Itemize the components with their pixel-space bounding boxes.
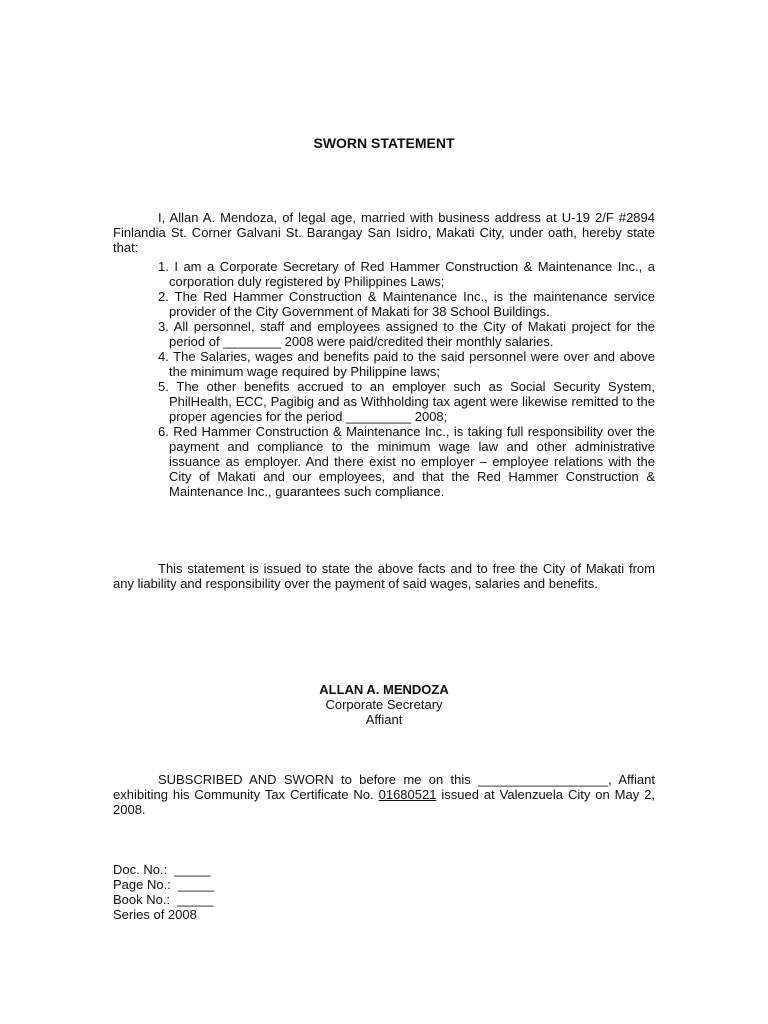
affiant-name: ALLAN A. MENDOZA <box>319 682 449 697</box>
document-title: SWORN STATEMENT <box>313 135 455 151</box>
statement-item: 4. The Salaries, wages and benefits paid to the said personnel were over and above the minimum wage required by Philippine laws; <box>158 349 655 379</box>
closing-paragraph: This statement is issued to state the above facts and to free the City of Makati from any liability and responsibility over the payment of said wages, salaries and benefits. <box>113 561 655 591</box>
statement-item: 5. The other benefits accrued to an employer such as Social Security System, PhilHealth, ECC, Pagibig and as Withholding tax agent were likewise remitted to the proper agencies for the period _________ 2008; <box>158 379 655 424</box>
jurat-text-after: issued at Valenzuela City on May 2, 2008. <box>113 787 655 817</box>
jurat-paragraph <box>113 772 655 817</box>
affiant-position: Corporate Secretary <box>325 697 443 712</box>
jurat-text-before: SUBSCRIBED AND SWORN to before me on this __________________, Affiant exhibiting his Community Tax Certificate No. <box>113 772 655 802</box>
statement-item: 2. The Red Hammer Construction & Maintenance Inc., is the maintenance service provider of the City Government of Makati for 38 School Buildings. <box>158 289 655 319</box>
affiant-role: Affiant <box>365 712 403 727</box>
statement-item: 6. Red Hammer Construction & Maintenance Inc., is taking full responsibility over the payment and compliance to the minimum wage law and other administrative issuance as employer. And there exist no employer – employee relations with the City of Makati and our employees, and that the Red Hammer Construction & Maintenance Inc., guarantees such compliance. <box>158 424 655 499</box>
book-number: Book No.: _____ <box>113 892 214 907</box>
series-year: Series of 2008 <box>113 907 197 922</box>
statement-item: 1. I am a Corporate Secretary of Red Hammer Construction & Maintenance Inc., a corporation duly registered by Philippines Laws; <box>158 259 655 289</box>
signature-block <box>0 682 768 727</box>
ctc-number: 01680521 <box>378 787 437 802</box>
page-number: Page No.: _____ <box>113 877 215 892</box>
statement-item: 3. All personnel, staff and employees assigned to the City of Makati project for the period of ________ 2008 were paid/credited their monthly salaries. <box>158 319 655 349</box>
notary-block <box>113 862 413 922</box>
doc-number: Doc. No.: _____ <box>113 862 211 877</box>
intro-paragraph: I, Allan A. Mendoza, of legal age, married with business address at U-19 2/F #2894 Finlandia St. Corner Galvani St. Barangay San Isidro, Makati City, under oath, hereby state that: <box>113 210 655 255</box>
statement-list <box>158 259 655 499</box>
